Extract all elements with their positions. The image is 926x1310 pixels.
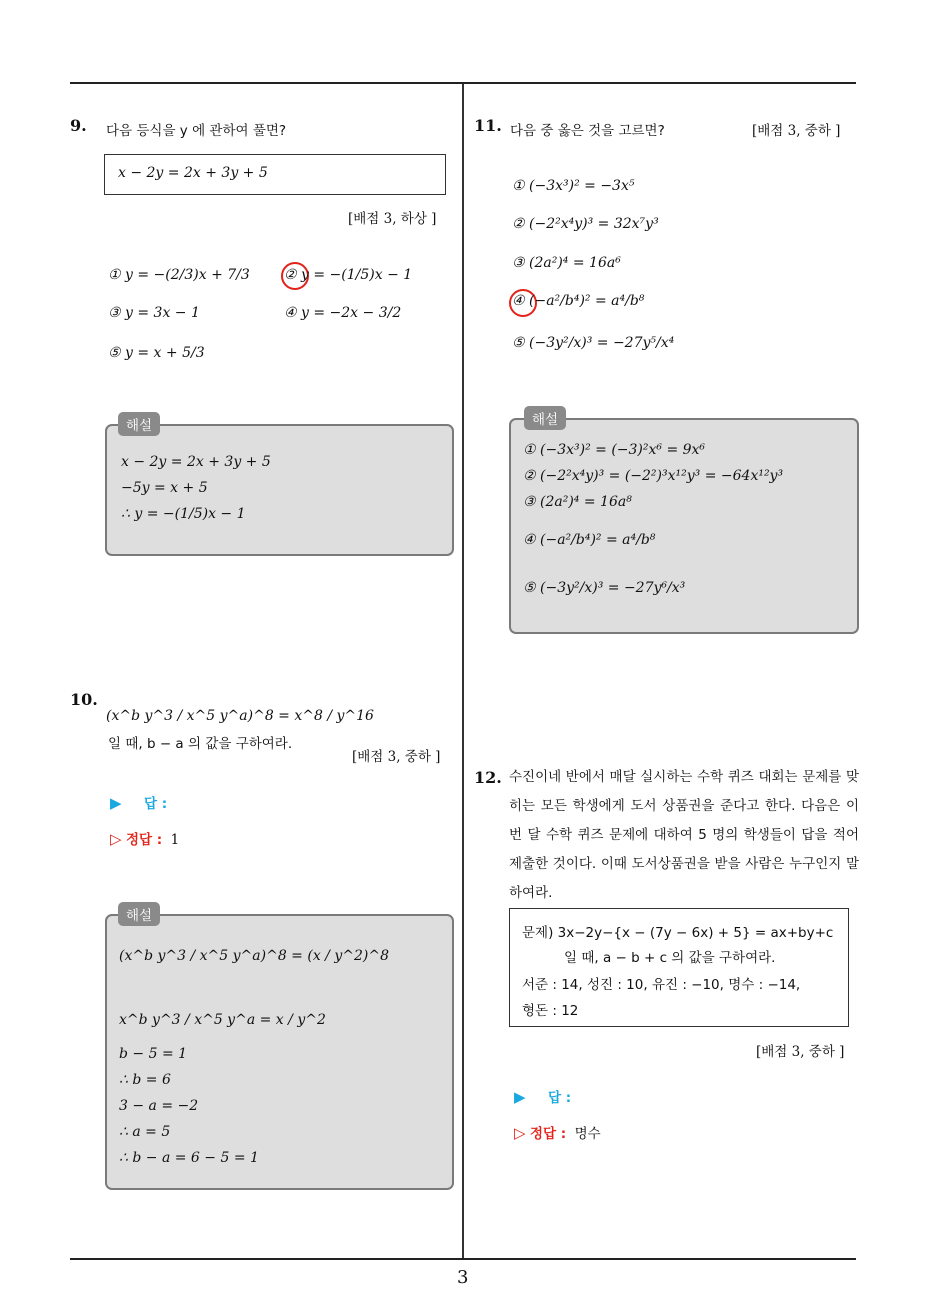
question-9-choice-1[interactable]: ① y = −(2/3)x + 7/3 — [108, 267, 250, 283]
question-11-choice-4[interactable]: ④ (−a²/b⁴)² = a⁴/b⁸ — [512, 293, 645, 309]
page-number: 3 — [457, 1267, 469, 1288]
solution-line: ∴ a = 5 — [119, 1124, 171, 1140]
solution-line: x − 2y = 2x + 3y + 5 — [121, 454, 271, 470]
question-11-choice-2[interactable]: ② (−2²x⁴y)³ = 32x⁷y³ — [512, 216, 659, 232]
answer-label: 답 : — [548, 1090, 572, 1106]
question-9-solution-tag: 해설 — [118, 412, 160, 436]
solution-line: b − 5 = 1 — [119, 1046, 188, 1062]
answer-label: 답 : — [144, 796, 168, 812]
question-11-solution-box — [509, 418, 859, 634]
problem-line-2: 일 때, a − b + c 의 값을 구하여라. — [564, 950, 776, 966]
problem-line-4: 형돈 : 12 — [522, 1003, 579, 1019]
question-9-choice-3[interactable]: ③ y = 3x − 1 — [108, 305, 200, 321]
question-12-number: 12. — [474, 768, 502, 787]
question-12-correct — [514, 1122, 601, 1142]
question-11-number: 11. — [474, 116, 502, 135]
correct-label: 정답 : — [126, 832, 163, 848]
question-11-choice-1[interactable]: ① (−3x³)² = −3x⁵ — [512, 178, 635, 194]
solution-line: ④ (−a²/b⁴)² = a⁴/b⁸ — [523, 532, 656, 548]
solution-line: −5y = x + 5 — [121, 480, 208, 496]
solution-line: (x^b y^3 / x^5 y^a)^8 = (x / y^2)^8 — [119, 948, 389, 964]
solution-line: ⑤ (−3y²/x)³ = −27y⁶/x³ — [523, 580, 686, 596]
question-11-meta: [배점 3, 중하 ] — [752, 123, 841, 139]
solution-line: ∴ y = −(1/5)x − 1 — [121, 506, 246, 522]
bottom-rule — [70, 1258, 856, 1260]
question-10-answer — [110, 792, 167, 812]
question-9-choice-5[interactable]: ⑤ y = x + 5/3 — [108, 345, 205, 361]
question-9-equation: x − 2y = 2x + 3y + 5 — [118, 165, 268, 181]
play-outline-icon: ▷ — [110, 830, 122, 848]
question-10-meta: [배점 3, 중하 ] — [352, 749, 441, 765]
question-9-number: 9. — [70, 116, 87, 135]
correct-value: 1 — [170, 832, 180, 848]
question-10-math: (x^b y^3 / x^5 y^a)^8 = x^8 / y^16 — [106, 708, 374, 724]
question-12-meta: [배점 3, 중하 ] — [756, 1044, 845, 1060]
question-11-choice-5[interactable]: ⑤ (−3y²/x)³ = −27y⁵/x⁴ — [512, 335, 675, 351]
correct-label: 정답 : — [530, 1126, 567, 1142]
problem-line-3: 서준 : 14, 성진 : 10, 유진 : −10, 명수 : −14, — [522, 977, 801, 993]
question-10-correct — [110, 828, 179, 848]
question-11-text: 다음 중 옳은 것을 고르면? — [510, 123, 665, 139]
play-icon: ▶ — [514, 1088, 526, 1106]
question-10-text: 일 때, b − a 의 값을 구하여라. — [108, 736, 293, 752]
question-10-number: 10. — [70, 690, 98, 709]
question-12-problem-box — [509, 908, 849, 1027]
question-9-solution-box — [105, 424, 454, 556]
play-icon: ▶ — [110, 794, 122, 812]
play-outline-icon: ▷ — [514, 1124, 526, 1142]
question-10-solution-box — [105, 914, 454, 1190]
question-10-solution-tag: 해설 — [118, 902, 160, 926]
solution-line: ② (−2²x⁴y)³ = (−2²)³x¹²y³ = −64x¹²y³ — [523, 468, 784, 484]
question-9-choice-4[interactable]: ④ y = −2x − 3/2 — [284, 305, 402, 321]
correct-value: 명수 — [574, 1126, 601, 1142]
solution-line: ∴ b = 6 — [119, 1072, 171, 1088]
solution-line: x^b y^3 / x^5 y^a = x / y^2 — [119, 1012, 326, 1028]
column-divider — [462, 84, 464, 1259]
problem-line-1: 문제) 3x−2y−{x − (7y − 6x) + 5} = ax+by+c — [522, 925, 834, 941]
solution-line: 3 − a = −2 — [119, 1098, 199, 1114]
question-12-text: 수진이네 반에서 매달 실시하는 수학 퀴즈 대회는 문제를 맞히는 모든 학생에게 도서 상품권을 준다고 한다. 다음은 이번 달 수학 퀴즈 문제에 대하여 5 명의 학생들이 답을 적어 제출한 것이다. 이때 도서상품권을 받을 사람은 누구인지 말하여라. — [509, 769, 859, 901]
solution-line: ③ (2a²)⁴ = 16a⁸ — [523, 494, 632, 510]
question-9-choice-2[interactable]: ② y = −(1/5)x − 1 — [284, 267, 413, 283]
solution-line: ① (−3x³)² = (−3)²x⁶ = 9x⁶ — [523, 442, 706, 458]
question-11-solution-tag: 해설 — [524, 406, 566, 430]
question-9-text: 다음 등식을 y 에 관하여 풀면? — [106, 123, 287, 139]
question-9-meta: [배점 3, 하상 ] — [348, 211, 437, 227]
question-12-answer — [514, 1086, 571, 1106]
question-9-equation-box — [104, 154, 446, 195]
solution-line: ∴ b − a = 6 − 5 = 1 — [119, 1150, 259, 1166]
question-11-choice-3[interactable]: ③ (2a²)⁴ = 16a⁶ — [512, 255, 621, 271]
